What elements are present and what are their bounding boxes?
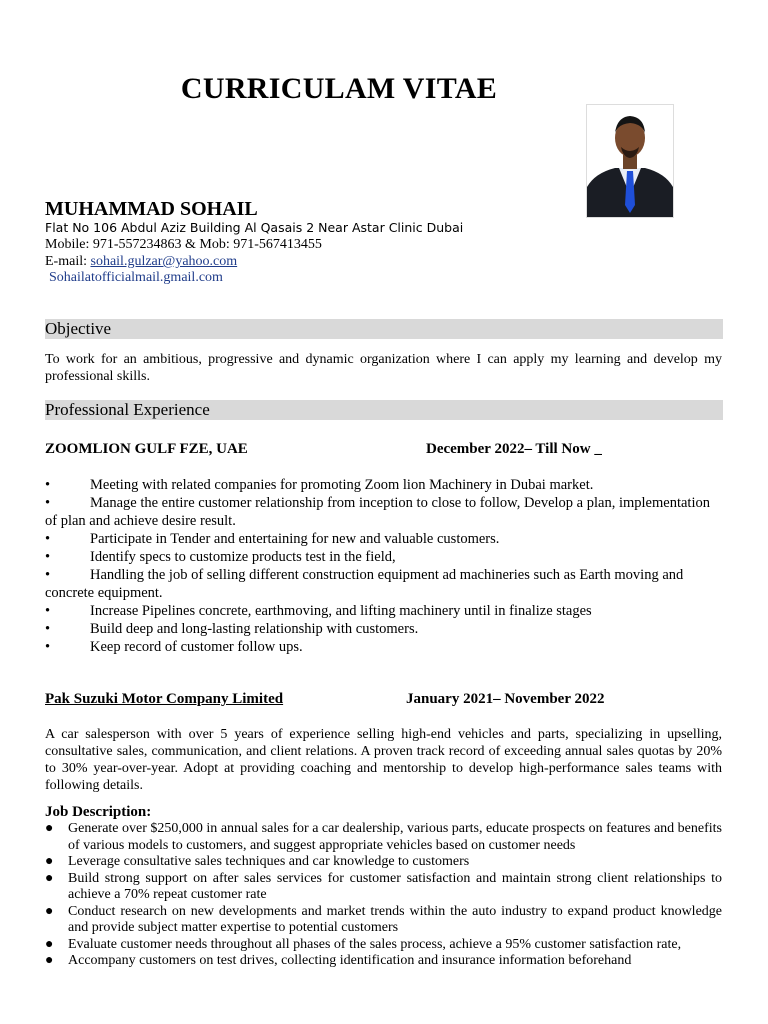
bullet-icon: ● — [45, 936, 54, 952]
list-item: ● Generate over $250,000 in annual sales for a car dealership, various parts, educate prospects on features and benefits of various models to customers, and suggest appropriate vehicles based on customer needs — [45, 821, 722, 853]
list-item: • Participate in Tender and entertaining for new and valuable customers. — [45, 531, 500, 547]
bullet-icon: • — [45, 495, 51, 511]
list-item: ● Accompany customers on test drives, collecting identification and insurance information beforehand — [45, 953, 632, 968]
email-line — [45, 254, 237, 270]
list-item: • Meeting with related companies for promoting Zoom lion Machinery in Dubai market. — [45, 477, 594, 493]
list-item: ● Leverage consultative sales techniques and car knowledge to customers — [45, 854, 470, 869]
list-item: ● Conduct research on new developments and market trends within the auto industry to expand product knowledge and provide subject matter expertise to potential customers — [45, 903, 722, 935]
secondary-email: Sohailatofficialmail.gmail.com — [49, 270, 223, 285]
bullet-icon: ● — [45, 821, 54, 836]
job2-company: Pak Suzuki Motor Company Limited — [45, 691, 284, 707]
list-item: • Identify specs to customize products test in the field, — [45, 549, 396, 565]
email-link[interactable]: sohail.gulzar@yahoo.com — [90, 254, 238, 269]
person-portrait-icon — [587, 105, 673, 217]
address: Flat No 106 Abdul Aziz Building Al Qasais 2 Near Astar Clinic Dubai — [45, 220, 464, 235]
bullet-icon: • — [45, 477, 51, 493]
phone-numbers: Mobile: 971-557234863 & Mob: 971-567413455 — [45, 237, 322, 252]
job1-period: December 2022– Till Now _ — [426, 441, 602, 457]
job2-duty-list — [45, 821, 722, 970]
list-item: • Keep record of customer follow ups. — [45, 639, 303, 655]
bullet-icon: • — [45, 603, 51, 619]
job2-summary: A car salesperson with over 5 years of experience selling high-end vehicles and parts, specializing in upselling, consultative sales, communication, and client relations. A proven track record of exceeding annual sales quotas by 20% to 30% year-over-year. Adopt at providing coaching and mentorship to develop high-performance sales teams with following details. — [45, 727, 722, 793]
bullet-icon: ● — [45, 953, 54, 968]
list-item: • Manage the entire customer relationship from inception to close to follow, Develop a plan, implementation of plan and achieve desire result. — [45, 495, 710, 529]
section-objective-heading: Objective — [45, 319, 723, 339]
bullet-icon: • — [45, 531, 51, 547]
list-item: ● Build strong support on after sales services for customer satisfaction and maintain strong client relationships to achieve a 70% repeat customer rate — [45, 870, 722, 902]
objective-text: To work for an ambitious, progressive and dynamic organization where I can apply my learning and develop my professional skills. — [45, 352, 722, 384]
bullet-icon: ● — [45, 854, 54, 869]
document-title: CURRICULAM VITAE — [180, 72, 498, 105]
list-item: • Build deep and long-lasting relationship with customers. — [45, 621, 419, 637]
candidate-name: MUHAMMAD SOHAIL — [45, 198, 258, 220]
bullet-icon: • — [45, 621, 51, 637]
list-item: ● Evaluate customer needs throughout all phases of the sales process, achieve a 95% customer satisfaction rate, — [45, 936, 682, 952]
job1-bullet-list — [45, 476, 725, 656]
job1-company: ZOOMLION GULF FZE, UAE — [45, 441, 248, 457]
job2-period: January 2021– November 2022 — [406, 691, 605, 707]
bullet-icon: ● — [45, 870, 54, 886]
section-experience-heading: Professional Experience — [45, 400, 723, 420]
bullet-icon: • — [45, 567, 51, 583]
list-item: • Handling the job of selling different construction equipment ad machineries such as Earth moving and concrete equipment. — [45, 567, 684, 601]
bullet-icon: • — [45, 639, 51, 655]
bullet-icon: ● — [45, 903, 54, 919]
bullet-icon: • — [45, 549, 51, 565]
email-label: E-mail: — [45, 254, 91, 269]
job-description-heading: Job Description: — [45, 804, 152, 820]
profile-photo — [587, 105, 673, 217]
list-item: • Increase Pipelines concrete, earthmoving, and lifting machinery until in finalize stages — [45, 603, 592, 619]
